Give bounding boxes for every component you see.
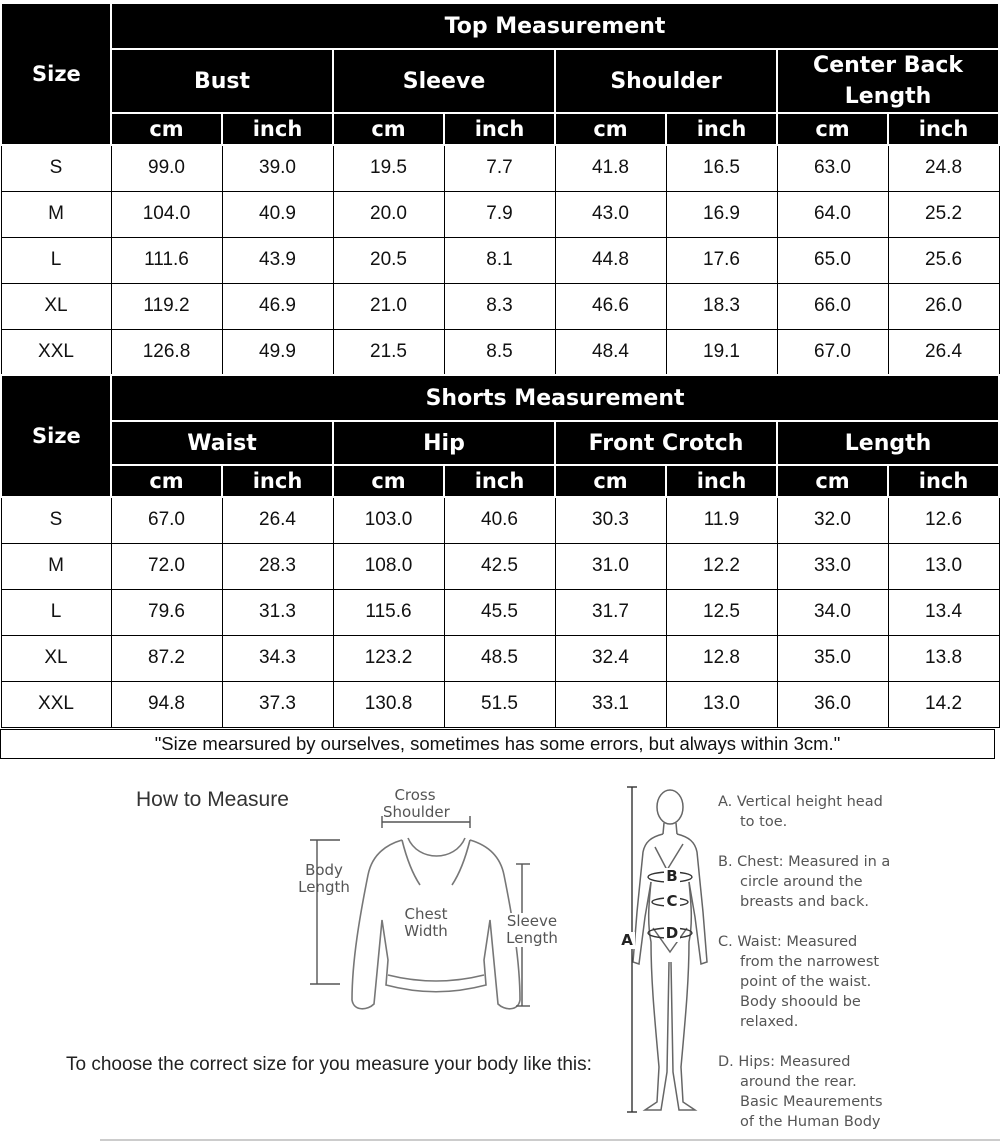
table-row	[1, 681, 999, 727]
size-cell: XL	[1, 283, 111, 329]
value-cell: 8.5	[444, 329, 555, 375]
label-line: Shoulder	[383, 803, 450, 821]
table-row	[1, 543, 999, 589]
top-measurement-table	[0, 2, 1000, 376]
table-title: Top Measurement	[111, 3, 999, 49]
value-cell: 43.0	[555, 191, 666, 237]
unit-header: cm	[333, 113, 444, 145]
unit-header: inch	[444, 465, 555, 497]
value-cell: 20.0	[333, 191, 444, 237]
unit-header: inch	[666, 465, 777, 497]
label-line: Chest	[404, 905, 448, 923]
value-cell: 37.3	[222, 681, 333, 727]
table-title: Shorts Measurement	[111, 375, 999, 421]
value-cell: 12.8	[666, 635, 777, 681]
description-line: Body shoould be	[740, 994, 861, 1010]
value-cell: 104.0	[111, 191, 222, 237]
value-cell: 43.9	[222, 237, 333, 283]
label-line: Sleeve	[506, 912, 558, 930]
description-line: C. Waist: Measured	[718, 934, 858, 950]
size-cell: S	[1, 497, 111, 543]
value-cell: 45.5	[444, 589, 555, 635]
how-to-measure-title: How to Measure	[136, 788, 289, 811]
measurement-note: "Size mearsured by ourselves, sometimes has some errors, but always within 3cm."	[0, 729, 995, 759]
value-cell: 51.5	[444, 681, 555, 727]
value-cell: 32.4	[555, 635, 666, 681]
value-cell: 126.8	[111, 329, 222, 375]
unit-header: cm	[111, 113, 222, 145]
description-line: B. Chest: Measured in a	[718, 854, 891, 870]
value-cell: 24.8	[888, 145, 999, 191]
column-group-header: Front Crotch	[555, 421, 777, 465]
description-line: point of the waist.	[740, 974, 872, 990]
value-cell: 48.4	[555, 329, 666, 375]
value-cell: 49.9	[222, 329, 333, 375]
chest-width-label	[400, 906, 452, 940]
description-b	[718, 852, 890, 912]
body-mark-c: C	[664, 893, 680, 910]
value-cell: 16.5	[666, 145, 777, 191]
unit-header: cm	[555, 113, 666, 145]
body-figure-illustration	[615, 782, 715, 1117]
table-row	[1, 589, 999, 635]
size-header: Size	[1, 375, 111, 497]
value-cell: 26.4	[222, 497, 333, 543]
value-cell: 21.5	[333, 329, 444, 375]
size-cell: XXL	[1, 681, 111, 727]
value-cell: 41.8	[555, 145, 666, 191]
unit-header: cm	[555, 465, 666, 497]
description-line: circle around the	[740, 874, 863, 890]
description-line: D. Hips: Measured	[718, 1054, 851, 1070]
value-cell: 63.0	[777, 145, 888, 191]
label-line: Width	[404, 922, 448, 940]
value-cell: 67.0	[111, 497, 222, 543]
value-cell: 33.0	[777, 543, 888, 589]
divider	[100, 1139, 1000, 1141]
unit-header: inch	[888, 113, 999, 145]
unit-header: inch	[222, 465, 333, 497]
table-row	[1, 635, 999, 681]
description-line: around the rear.	[740, 1074, 857, 1090]
body-mark-b: B	[664, 868, 680, 885]
value-cell: 111.6	[111, 237, 222, 283]
table-row	[1, 237, 999, 283]
table-row	[1, 283, 999, 329]
choose-size-instruction: To choose the correct size for you measure your body like this:	[66, 1054, 592, 1075]
description-line: of the Human Body	[740, 1114, 881, 1130]
body-length-label	[296, 862, 352, 896]
value-cell: 46.9	[222, 283, 333, 329]
value-cell: 7.7	[444, 145, 555, 191]
value-cell: 7.9	[444, 191, 555, 237]
table-row	[1, 497, 999, 543]
size-header: Size	[1, 3, 111, 145]
value-cell: 39.0	[222, 145, 333, 191]
label-line: Length	[298, 878, 350, 896]
value-cell: 79.6	[111, 589, 222, 635]
value-cell: 26.0	[888, 283, 999, 329]
unit-header: cm	[111, 465, 222, 497]
size-cell: M	[1, 191, 111, 237]
value-cell: 25.2	[888, 191, 999, 237]
value-cell: 17.6	[666, 237, 777, 283]
size-cell: M	[1, 543, 111, 589]
value-cell: 130.8	[333, 681, 444, 727]
value-cell: 44.8	[555, 237, 666, 283]
value-cell: 26.4	[888, 329, 999, 375]
column-group-header: Sleeve	[333, 49, 555, 113]
unit-header: inch	[666, 113, 777, 145]
value-cell: 99.0	[111, 145, 222, 191]
value-cell: 42.5	[444, 543, 555, 589]
sleeve-length-label	[502, 913, 562, 947]
column-group-header: Shoulder	[555, 49, 777, 113]
description-line: breasts and back.	[740, 894, 870, 910]
description-line: relaxed.	[740, 1014, 799, 1030]
value-cell: 13.4	[888, 589, 999, 635]
value-cell: 32.0	[777, 497, 888, 543]
value-cell: 36.0	[777, 681, 888, 727]
value-cell: 21.0	[333, 283, 444, 329]
value-cell: 67.0	[777, 329, 888, 375]
value-cell: 13.8	[888, 635, 999, 681]
unit-header: cm	[777, 113, 888, 145]
value-cell: 72.0	[111, 543, 222, 589]
value-cell: 33.1	[555, 681, 666, 727]
value-cell: 64.0	[777, 191, 888, 237]
value-cell: 11.9	[666, 497, 777, 543]
description-c	[718, 932, 879, 1032]
size-cell: XL	[1, 635, 111, 681]
value-cell: 34.3	[222, 635, 333, 681]
description-a	[718, 792, 883, 832]
value-cell: 31.7	[555, 589, 666, 635]
value-cell: 18.3	[666, 283, 777, 329]
description-line: Basic Meaurements	[740, 1094, 883, 1110]
description-line: from the narrowest	[740, 954, 880, 970]
value-cell: 19.1	[666, 329, 777, 375]
unit-header: inch	[888, 465, 999, 497]
value-cell: 8.3	[444, 283, 555, 329]
value-cell: 40.9	[222, 191, 333, 237]
column-group-header: Waist	[111, 421, 333, 465]
description-d	[718, 1052, 883, 1132]
value-cell: 12.6	[888, 497, 999, 543]
value-cell: 12.5	[666, 589, 777, 635]
value-cell: 87.2	[111, 635, 222, 681]
value-cell: 108.0	[333, 543, 444, 589]
cross-shoulder-label	[383, 786, 450, 821]
value-cell: 123.2	[333, 635, 444, 681]
value-cell: 14.2	[888, 681, 999, 727]
table-row	[1, 191, 999, 237]
value-cell: 46.6	[555, 283, 666, 329]
column-group-header: Bust	[111, 49, 333, 113]
table-row	[1, 145, 999, 191]
value-cell: 31.3	[222, 589, 333, 635]
value-cell: 65.0	[777, 237, 888, 283]
description-line: A. Vertical height head	[718, 794, 883, 810]
value-cell: 31.0	[555, 543, 666, 589]
table-row	[1, 329, 999, 375]
value-cell: 119.2	[111, 283, 222, 329]
value-cell: 8.1	[444, 237, 555, 283]
unit-header: cm	[333, 465, 444, 497]
description-line: to toe.	[740, 814, 788, 830]
size-cell: L	[1, 237, 111, 283]
unit-header: cm	[777, 465, 888, 497]
value-cell: 66.0	[777, 283, 888, 329]
value-cell: 40.6	[444, 497, 555, 543]
column-group-header: Center Back Length	[777, 49, 999, 113]
body-mark-a: A	[619, 932, 635, 949]
value-cell: 13.0	[888, 543, 999, 589]
unit-header: inch	[222, 113, 333, 145]
size-cell: S	[1, 145, 111, 191]
label-line: Cross	[394, 786, 436, 804]
value-cell: 12.2	[666, 543, 777, 589]
size-cell: L	[1, 589, 111, 635]
value-cell: 94.8	[111, 681, 222, 727]
value-cell: 20.5	[333, 237, 444, 283]
size-cell: XXL	[1, 329, 111, 375]
value-cell: 103.0	[333, 497, 444, 543]
value-cell: 35.0	[777, 635, 888, 681]
value-cell: 48.5	[444, 635, 555, 681]
value-cell: 28.3	[222, 543, 333, 589]
value-cell: 16.9	[666, 191, 777, 237]
value-cell: 30.3	[555, 497, 666, 543]
shorts-measurement-table	[0, 374, 1000, 728]
unit-header: inch	[444, 113, 555, 145]
value-cell: 115.6	[333, 589, 444, 635]
value-cell: 13.0	[666, 681, 777, 727]
value-cell: 34.0	[777, 589, 888, 635]
body-mark-d: D	[665, 924, 679, 942]
column-group-header: Length	[777, 421, 999, 465]
label-line: Body	[305, 861, 343, 879]
label-line: Length	[506, 929, 558, 947]
column-group-header: Hip	[333, 421, 555, 465]
value-cell: 19.5	[333, 145, 444, 191]
value-cell: 25.6	[888, 237, 999, 283]
